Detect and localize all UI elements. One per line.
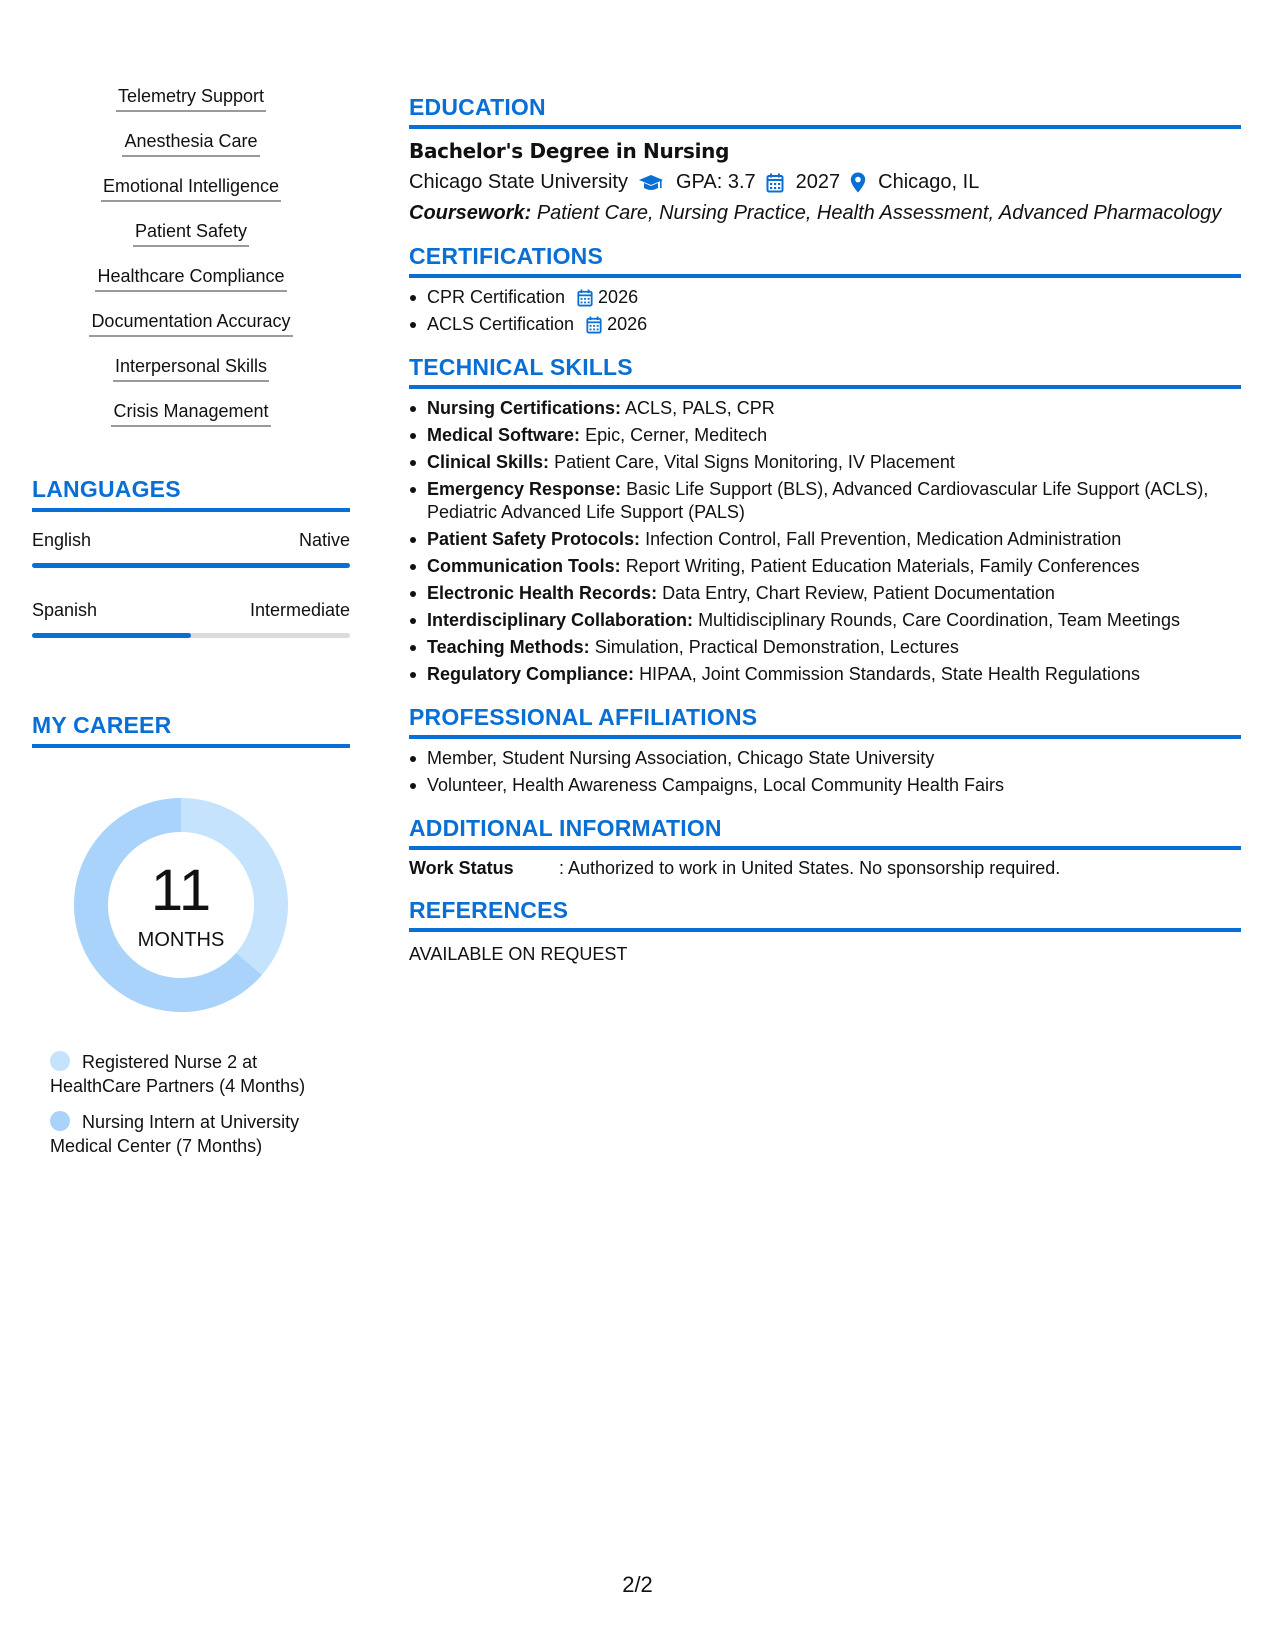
language-bar-fill — [32, 633, 191, 638]
skill-label: Patient Safety Protocols: — [427, 529, 641, 549]
page-number: 2/2 — [622, 1572, 653, 1597]
references-section — [409, 897, 1241, 965]
education-details — [409, 171, 1241, 194]
list-item — [409, 528, 1241, 551]
technical-skills-list — [409, 397, 1241, 686]
technical-skills-heading: TECHNICAL SKILLS — [409, 354, 1241, 389]
certifications-heading: CERTIFICATIONS — [409, 243, 1241, 278]
language-bar — [32, 633, 350, 638]
legend-text: Registered Nurse 2 at HealthCare Partners (4 Months) — [50, 1052, 306, 1096]
list-item — [409, 313, 1241, 336]
coursework-list: Patient Care, Nursing Practice, Health Assessment, Advanced Pharmacology — [536, 202, 1222, 224]
skill-label: Teaching Methods: — [427, 637, 590, 657]
references-heading: REFERENCES — [409, 897, 1241, 932]
career-legend — [32, 1050, 350, 1158]
skill-label: Electronic Health Records: — [427, 583, 658, 603]
language-name: Spanish — [32, 600, 98, 620]
skill-item: Interpersonal Skills — [113, 356, 269, 382]
affiliations-section — [409, 704, 1241, 797]
skill-text: Epic, Cerner, Meditech — [585, 425, 768, 445]
language-name: English — [32, 530, 92, 550]
career-heading: MY CAREER — [32, 712, 350, 748]
list-item — [409, 478, 1241, 524]
skill-item: Emotional Intelligence — [101, 176, 281, 202]
skill-item: Telemetry Support — [116, 86, 266, 112]
language-level: Intermediate — [249, 600, 350, 620]
skill-text: HIPAA, Joint Commission Standards, State Health Regulations — [639, 664, 1140, 684]
degree: Bachelor's Degree in Nursing — [409, 139, 730, 163]
technical-skills-section — [409, 354, 1241, 686]
skill-text: Infection Control, Fall Prevention, Medication Administration — [645, 529, 1122, 549]
skill-label: Clinical Skills: — [427, 452, 550, 472]
skill-label: Medical Software: — [427, 425, 581, 445]
career-unit: MONTHS — [137, 929, 225, 951]
affiliations-heading: PROFESSIONAL AFFILIATIONS — [409, 704, 1241, 739]
coursework — [409, 202, 1241, 225]
language-bar-fill — [32, 563, 350, 568]
list-item — [409, 451, 1241, 474]
graduation-cap-icon — [638, 174, 664, 192]
work-status-row — [409, 858, 1241, 879]
skill-item: Crisis Management — [111, 401, 270, 427]
education-section — [409, 94, 1241, 225]
list-item — [409, 582, 1241, 605]
skill-item: Anesthesia Care — [122, 131, 259, 157]
school-location: Chicago, IL — [878, 171, 980, 193]
calendar-icon — [766, 173, 784, 193]
cert-year: 2026 — [598, 287, 639, 307]
cert-name: ACLS Certification — [427, 314, 575, 334]
skill-text: Simulation, Practical Demonstration, Lectures — [594, 637, 959, 657]
language-bar — [32, 563, 350, 568]
career-donut-chart — [66, 790, 296, 1020]
language-item — [32, 600, 350, 638]
info-value: : Authorized to work in United States. No sponsorship required. — [559, 858, 1061, 878]
legend-item — [50, 1050, 330, 1098]
education-heading: EDUCATION — [409, 94, 1241, 129]
legend-dot — [50, 1051, 70, 1071]
list-item — [409, 397, 1241, 420]
list-item — [409, 636, 1241, 659]
legend-item — [50, 1110, 330, 1158]
graduation-year: 2027 — [795, 171, 841, 193]
languages-heading: LANGUAGES — [32, 476, 350, 512]
skill-label: Interdisciplinary Collaboration: — [427, 610, 694, 630]
list-item — [409, 555, 1241, 578]
sidebar — [32, 86, 350, 1170]
references-text: AVAILABLE ON REQUEST — [409, 944, 628, 964]
skill-label: Regulatory Compliance: — [427, 664, 635, 684]
skill-text: Data Entry, Chart Review, Patient Documentation — [662, 583, 1055, 603]
skill-label: Communication Tools: — [427, 556, 621, 576]
list-item: Member, Student Nursing Association, Chicago State University — [409, 747, 1241, 770]
skill-label: Nursing Certifications: — [427, 398, 622, 418]
skill-text: Patient Care, Vital Signs Monitoring, IV Placement — [554, 452, 955, 472]
additional-info-section — [409, 815, 1241, 879]
legend-dot — [50, 1111, 70, 1131]
cert-year: 2026 — [607, 314, 648, 334]
list-item — [409, 286, 1241, 309]
skill-text: Basic Life Support (BLS), Advanced Cardiovascular Life Support (ACLS), Pediatric Advanced Life Support (PALS) — [427, 479, 1209, 522]
affiliations-list — [409, 747, 1241, 797]
language-item — [32, 530, 350, 568]
skills-list — [32, 86, 350, 446]
skill-text: Report Writing, Patient Education Materials, Family Conferences — [625, 556, 1140, 576]
calendar-icon — [577, 289, 593, 307]
main-content — [409, 94, 1241, 983]
skill-item: Documentation Accuracy — [89, 311, 292, 337]
skill-item: Patient Safety — [133, 221, 249, 247]
info-key: Work Status — [409, 858, 514, 878]
skill-item: Healthcare Compliance — [95, 266, 286, 292]
career-total: 11 — [150, 858, 212, 923]
skill-label: Emergency Response: — [427, 479, 622, 499]
certifications-list — [409, 286, 1241, 336]
location-pin-icon — [850, 172, 866, 193]
list-item — [409, 424, 1241, 447]
calendar-icon — [586, 316, 602, 334]
list-item — [409, 663, 1241, 686]
additional-info-heading: ADDITIONAL INFORMATION — [409, 815, 1241, 850]
list-item: Volunteer, Health Awareness Campaigns, Local Community Health Fairs — [409, 774, 1241, 797]
list-item — [409, 609, 1241, 632]
cert-name: CPR Certification — [427, 287, 566, 307]
language-level: Native — [298, 530, 350, 550]
legend-text: Nursing Intern at University Medical Center (7 Months) — [50, 1112, 300, 1156]
skill-text: Multidisciplinary Rounds, Care Coordination, Team Meetings — [698, 610, 1180, 630]
certifications-section — [409, 243, 1241, 336]
school-name: Chicago State University — [409, 171, 628, 193]
coursework-label: Coursework: — [409, 202, 532, 224]
skill-text: ACLS, PALS, CPR — [625, 398, 775, 418]
gpa: GPA: 3.7 — [675, 171, 756, 193]
